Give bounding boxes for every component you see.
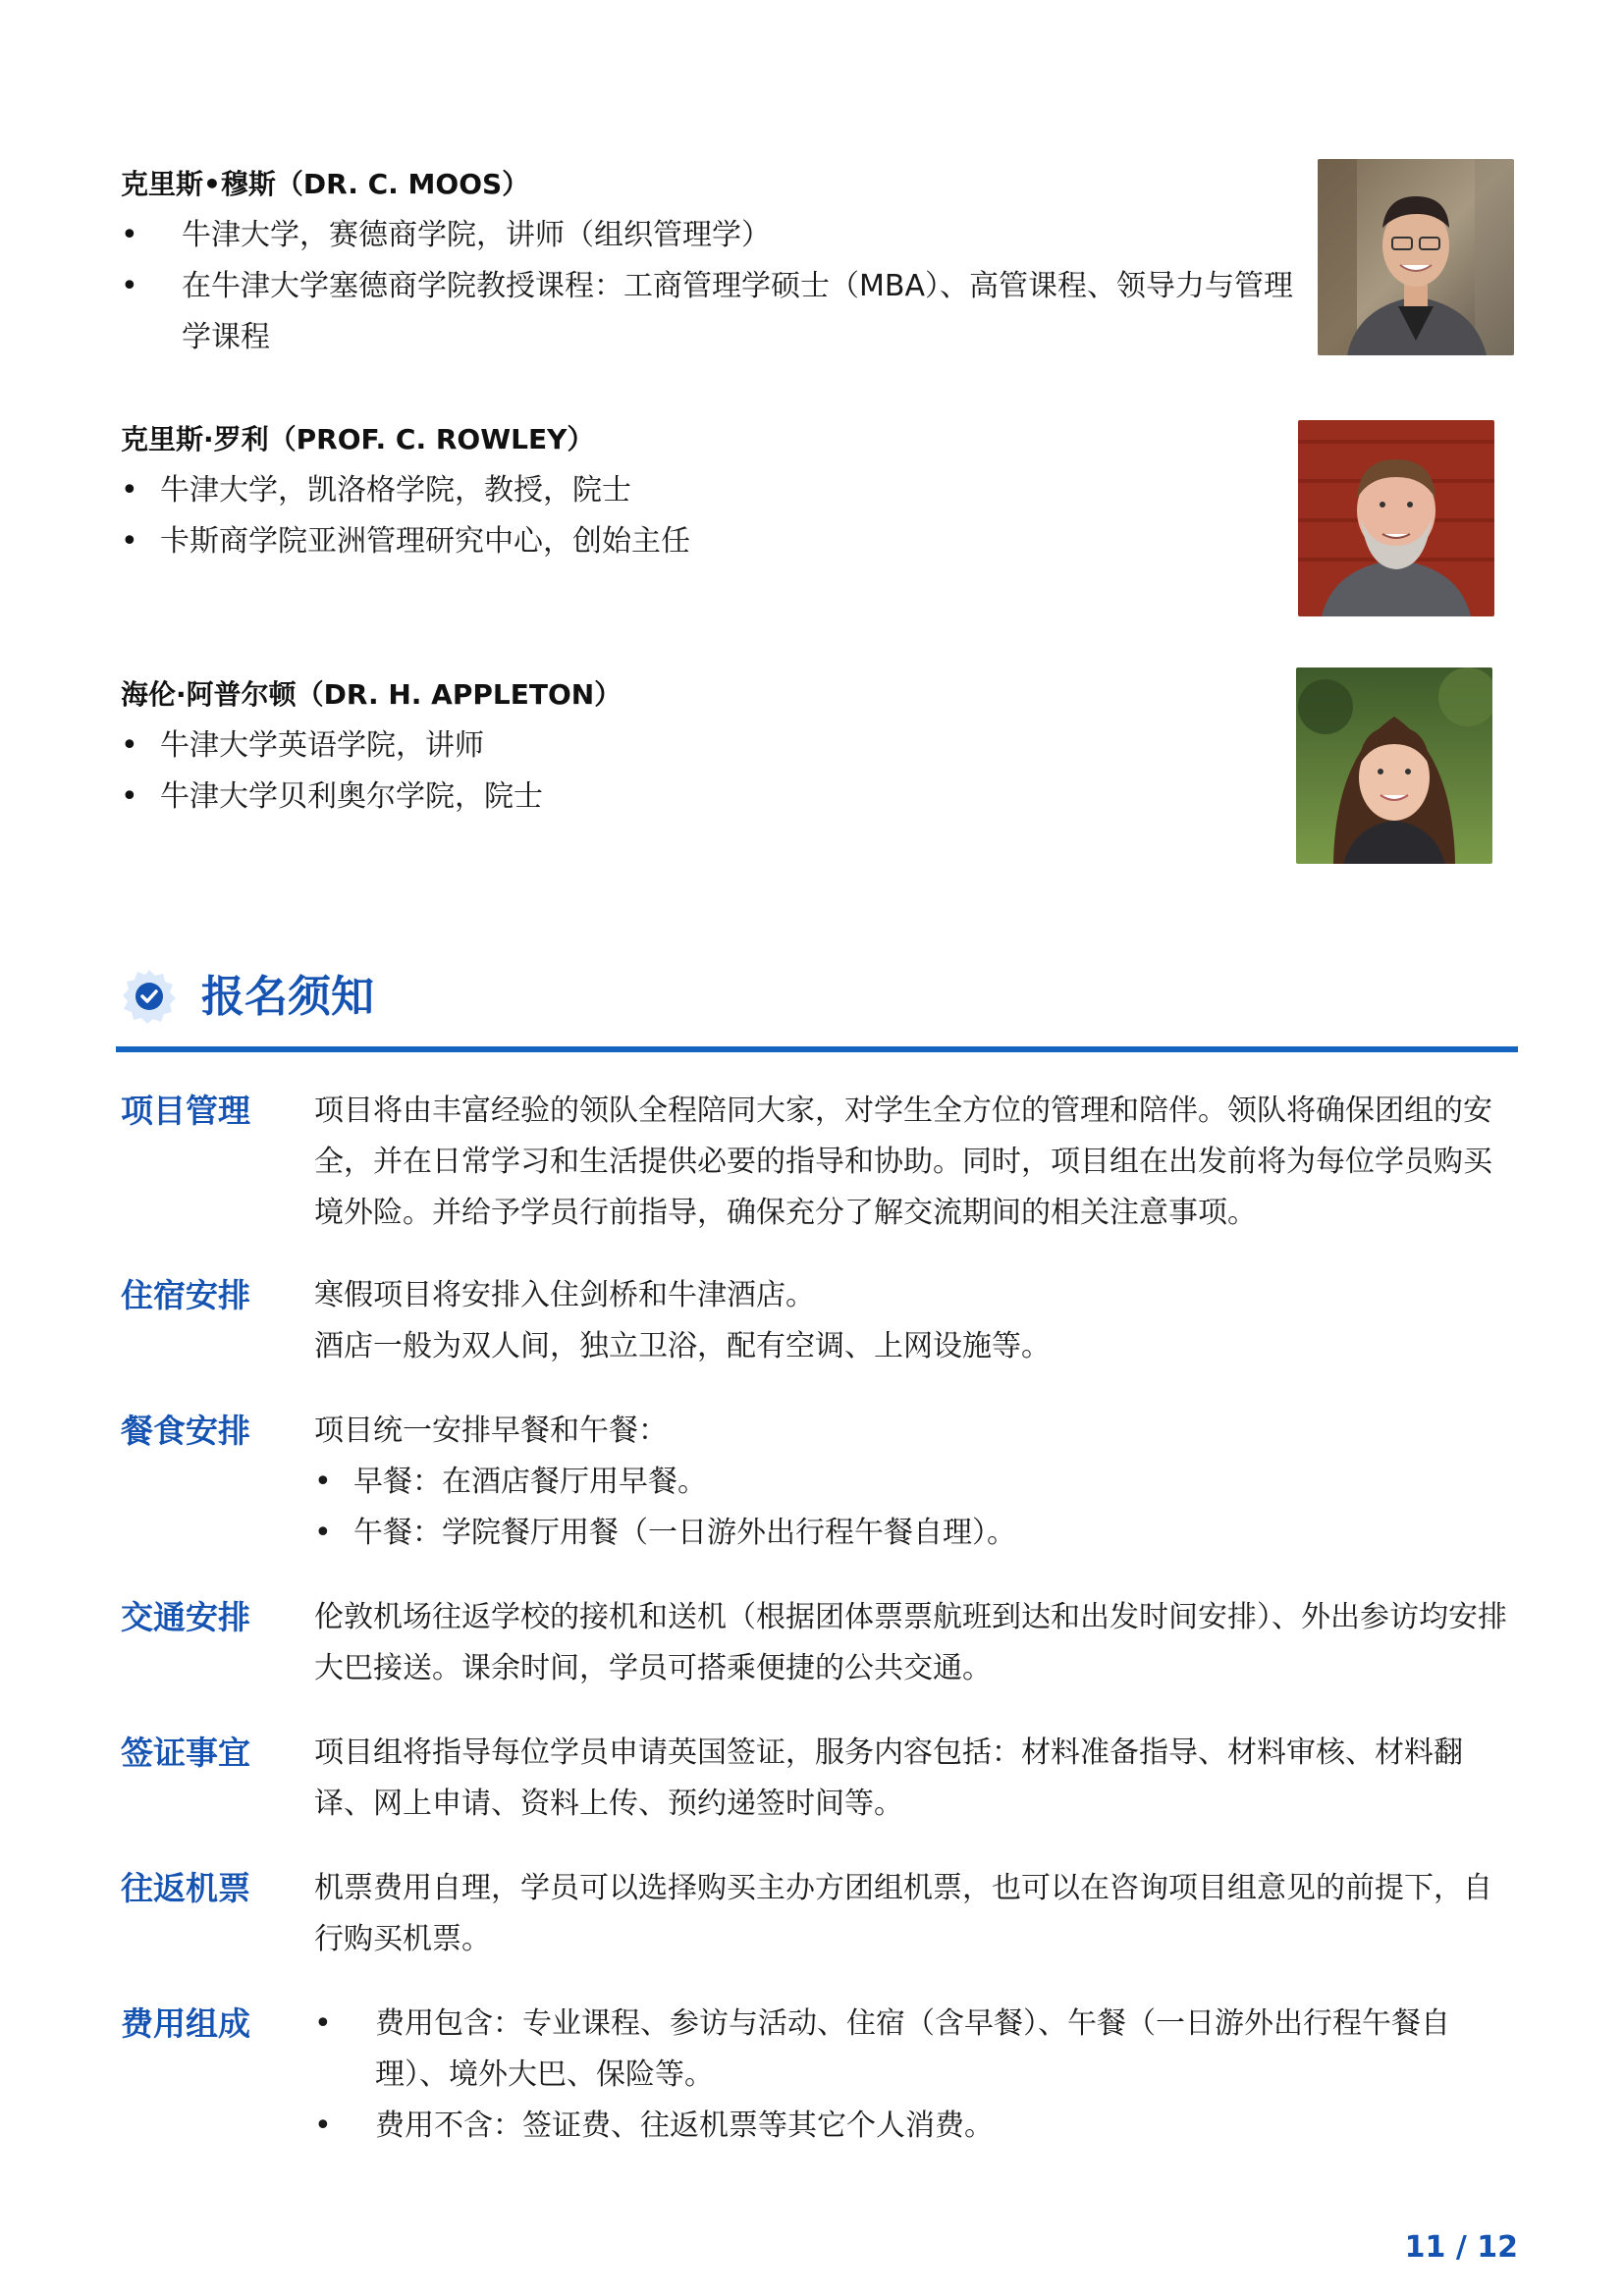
notice-label-management: 项目管理	[121, 1092, 250, 1130]
notice-text-transport	[314, 1592, 1517, 1694]
faculty-detail: • 牛津大学，凯洛格学院，教授，院士	[121, 465, 1250, 516]
notice-line: 酒店一般为双人间，独立卫浴，配有空调、上网设施等。	[314, 1329, 1051, 1363]
faculty-name: 海伦·阿普尔顿（DR. H. APPLETON）	[121, 678, 623, 711]
notice-label-flights: 往返机票	[121, 1869, 250, 1907]
meal-list	[314, 1457, 1517, 1559]
faculty-appleton	[121, 675, 1250, 823]
meal-item: • 早餐：在酒店餐厅用早餐。	[314, 1457, 1517, 1508]
faculty-name: 克里斯·罗利（PROF. C. ROWLEY）	[121, 423, 595, 455]
notice-label-meals: 餐食安排	[121, 1412, 250, 1450]
faculty-name: 克里斯•穆斯（DR. C. MOOS）	[121, 168, 530, 200]
notice-text-management	[314, 1086, 1517, 1239]
portrait-image	[1296, 667, 1492, 864]
section-title: 报名须知	[201, 972, 374, 1022]
notice-label-accommodation: 住宿安排	[121, 1276, 250, 1314]
faculty-detail: • 卡斯商学院亚洲管理研究中心，创始主任	[121, 516, 1250, 567]
faculty-details	[121, 465, 1250, 567]
notice-line: 寒假项目将安排入住剑桥和牛津酒店。	[314, 1278, 815, 1312]
faculty-details	[121, 721, 1250, 823]
notice-paragraph: 项目将由丰富经验的领队全程陪同大家，对学生全方位的管理和陪伴。领队将确保团组的安全，并在日常学习和生活提供必要的指导和协助。同时，项目组在出发前将为每位学员购买境外险。并给予学员行前指导，确保充分了解交流期间的相关注意事项。	[314, 1094, 1492, 1230]
faculty-moos	[121, 165, 1294, 363]
notice-paragraph: 伦敦机场往返学校的接机和送机（根据团体票票航班到达和出发时间安排）、外出参访均安排大巴接送。课余时间，学员可搭乘便捷的公共交通。	[314, 1600, 1507, 1685]
check-badge-icon	[121, 968, 178, 1025]
notice-intro: 项目统一安排早餐和午餐：	[314, 1414, 668, 1448]
notice-text-flights	[314, 1863, 1517, 1965]
notice-paragraph: 机票费用自理，学员可以选择购买主办方团组机票，也可以在咨询项目组意见的前提下，自行购买机票。	[314, 1871, 1492, 1956]
faculty-photo-rowley	[1298, 420, 1494, 616]
notice-text-meals	[314, 1406, 1517, 1559]
faculty-photo-appleton	[1296, 667, 1492, 864]
fee-item: • 费用包含：专业课程、参访与活动、住宿（含早餐）、午餐（一日游外出行程午餐自理）、境外大巴、保险等。	[314, 1999, 1517, 2101]
fee-list	[314, 1999, 1517, 2152]
notice-text-accommodation	[314, 1270, 1517, 1372]
faculty-detail: • 牛津大学，赛德商学院，讲师（组织管理学）	[121, 210, 1294, 261]
meal-item: • 午餐：学院餐厅用餐（一日游外出行程午餐自理）。	[314, 1508, 1517, 1559]
notice-paragraph: 项目组将指导每位学员申请英国签证，服务内容包括：材料准备指导、材料审核、材料翻译、网上申请、资料上传、预约递签时间等。	[314, 1735, 1463, 1821]
notice-text-visa	[314, 1728, 1517, 1830]
fee-item: • 费用不含：签证费、往返机票等其它个人消费。	[314, 2101, 1517, 2152]
portrait-image	[1318, 159, 1514, 355]
portrait-image	[1298, 420, 1494, 616]
faculty-detail: • 在牛津大学塞德商学院教授课程：工商管理学硕士（MBA）、高管课程、领导力与管理学课程	[121, 261, 1294, 363]
faculty-photo-moos	[1318, 159, 1514, 355]
faculty-rowley	[121, 420, 1250, 567]
page-number: 11 / 12	[1404, 2230, 1518, 2265]
notice-label-visa: 签证事宜	[121, 1734, 250, 1772]
faculty-detail: • 牛津大学英语学院，讲师	[121, 721, 1250, 772]
notice-label-transport: 交通安排	[121, 1598, 250, 1636]
notice-label-fees: 费用组成	[121, 2004, 250, 2043]
faculty-details	[121, 210, 1294, 363]
notice-text-fees	[314, 1999, 1517, 2152]
section-divider	[116, 1046, 1518, 1052]
faculty-detail: • 牛津大学贝利奥尔学院，院士	[121, 772, 1250, 823]
